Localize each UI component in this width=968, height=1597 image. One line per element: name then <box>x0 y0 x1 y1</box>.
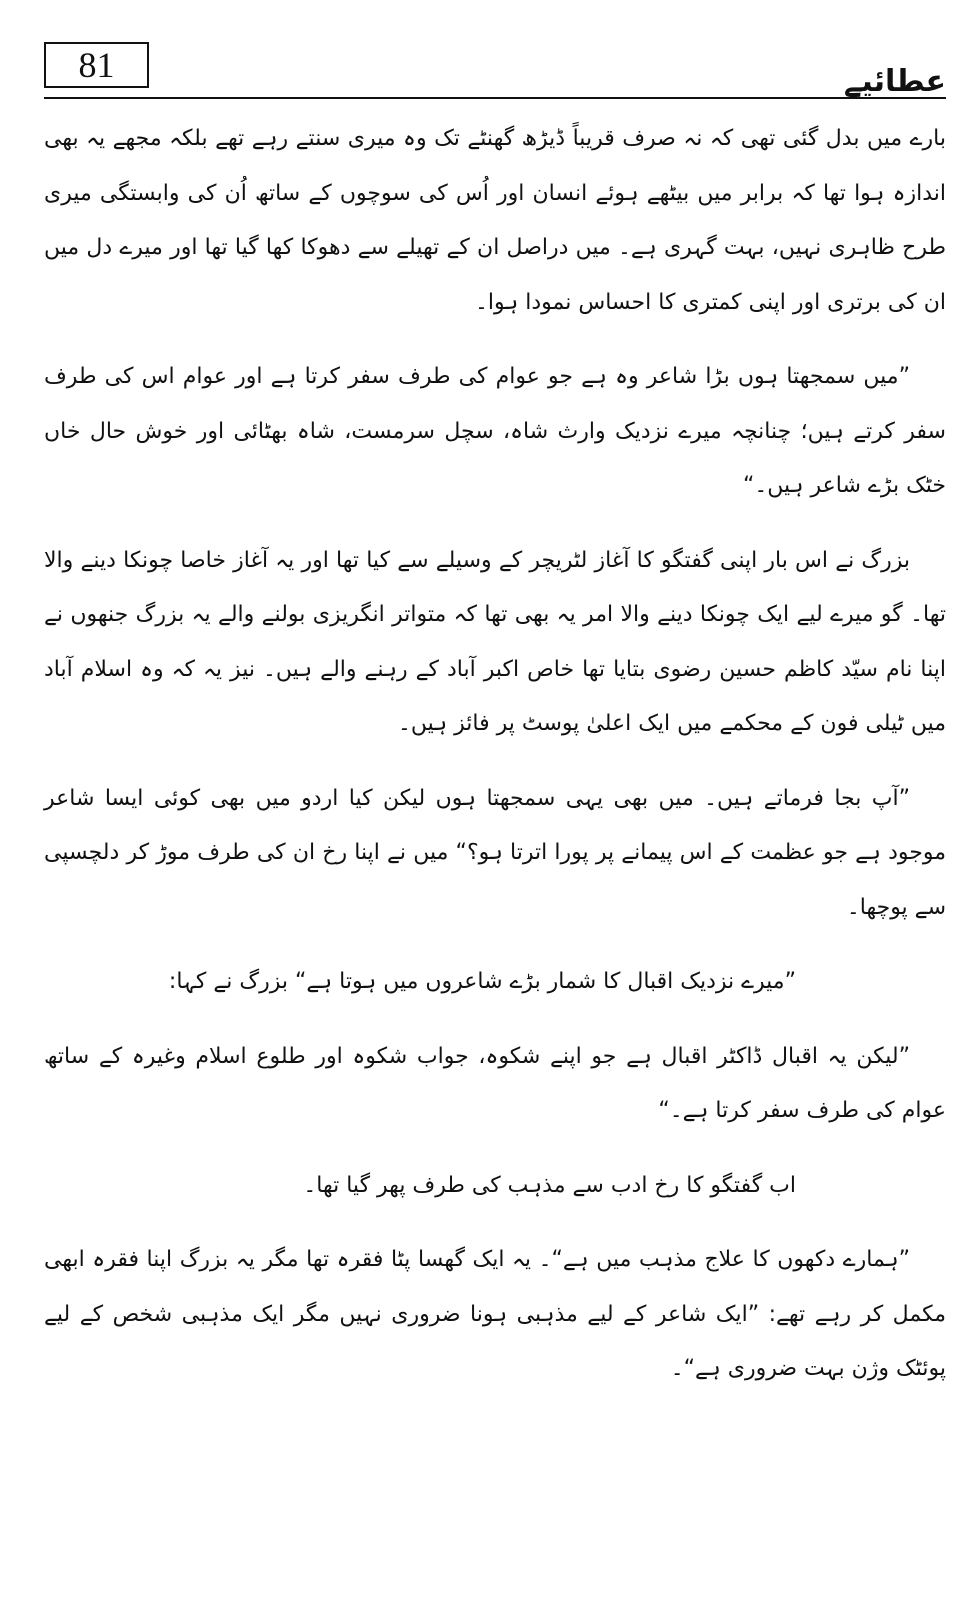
paragraph-8: ”ہمارے دکھوں کا علاج مذہب میں ہے“۔ یہ ایک گھسا پٹا فقرہ تھا مگر یہ بزرگ اپنا فقرہ ابھی مکمل کر رہے تھے: ”ایک شاعر کے لیے مذہبی ہونا ضروری نہیں مگر ایک مذہبی شخص کے لیے پوئٹک وژن بہت ضروری ہے“۔ <box>44 1247 946 1381</box>
paragraph-7: اب گفتگو کا رخ ادب سے مذہب کی طرف پھر گیا تھا۔ <box>303 1172 796 1198</box>
paragraph-6: ”لیکن یہ اقبال ڈاکٹر اقبال ہے جو اپنے شکوہ، جواب شکوہ اور طلوع اسلام وغیرہ کے ساتھ عوام کی طرف سفر کرتا ہے۔“ <box>44 1043 946 1123</box>
paragraph-4: ”آپ بجا فرماتے ہیں۔ میں بھی یہی سمجھتا ہوں لیکن کیا اردو میں بھی کوئی ایسا شاعر موجود ہے جو عظمت کے اس پیمانے پر پورا اترتا ہو؟“ میں نے اپنا رخ ان کی طرف موڑ کر دلچسپی سے پوچھا۔ <box>44 785 946 920</box>
paragraph-3: بزرگ نے اس بار اپنی گفتگو کا آغاز لٹریچر کے وسیلے سے کیا تھا اور یہ آغاز خاصا چونکا دینے والا تھا۔ گو میرے لیے ایک چونکا دینے والا امر یہ بھی تھا کہ متواتر انگریزی بولنے والے یہ بزرگ جنھوں نے اپنا نام سیّد کاظم حسین رضوی بتایا تھا خاص اکبر آباد کے رہنے والے ہیں۔ نیز یہ کہ وہ اسلام آباد میں ٹیلی فون کے محکمے میں ایک اعلیٰ پوسٹ پر فائز ہیں۔ <box>44 547 946 736</box>
running-title: عطائیے <box>843 64 946 99</box>
paragraph-1: بارے میں بدل گئی تھی کہ نہ صرف قریباً ڈیڑھ گھنٹے تک وہ میری سنتے رہے تھے بلکہ مجھے یہ بھی اندازہ ہوا تھا کہ برابر میں بیٹھے ہوئے انسان اور اُس کی سوچوں کے ساتھ اُن کی وابستگی میری طرح ظاہری نہیں، بہت گہری ہے۔ میں دراصل ان کے تھیلے سے دھوکا کھا گیا تھا اور میرے دل میں ان کی برتری اور اپنی کمتری کا احساس نمودا ہوا۔ <box>44 126 946 315</box>
paragraph-5: ”میرے نزدیک اقبال کا شمار بڑے شاعروں میں ہوتا ہے“ بزرگ نے کہا: <box>168 969 796 994</box>
header-divider <box>44 97 946 99</box>
paragraph-2: ”میں سمجھتا ہوں بڑا شاعر وہ ہے جو عوام کی طرف سفر کرتا ہے اور عوام اس کی طرف سفر کرتے ہیں؛ چنانچہ میرے نزدیک وارث شاہ، سچل سرمست، شاہ بھٹائی اور خوش حال خاں خٹک بڑے شاعر ہیں۔“ <box>44 364 946 498</box>
body-text <box>44 112 946 1417</box>
page-number: 81 <box>44 42 149 88</box>
